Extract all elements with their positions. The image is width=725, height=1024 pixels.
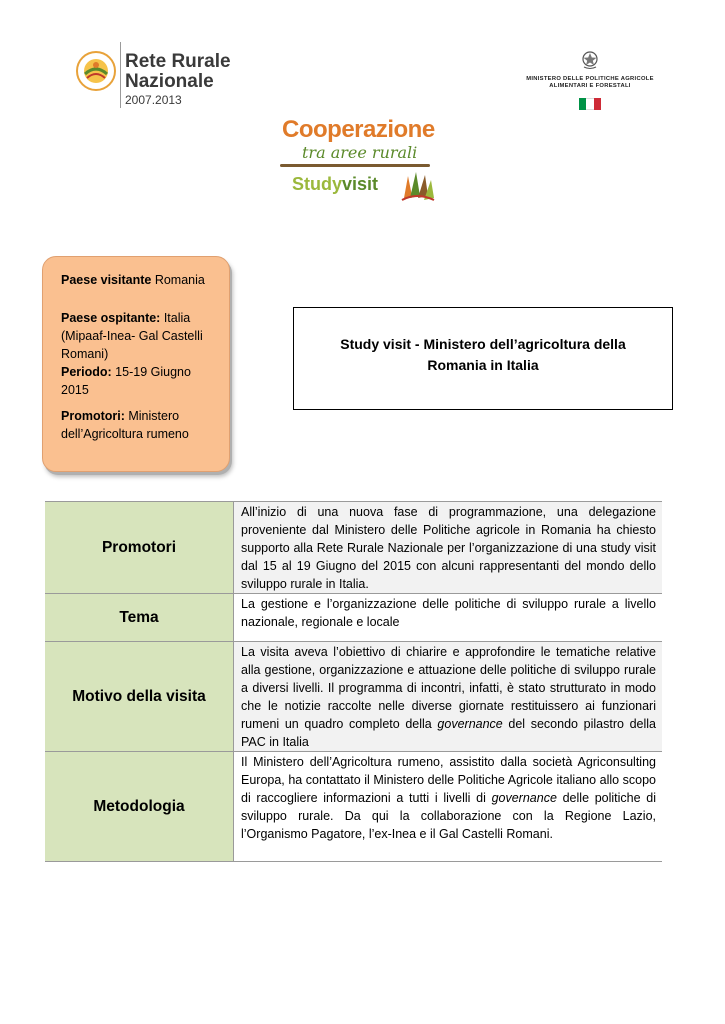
visit-details-table [45, 501, 662, 862]
studyvisit-title: Studyvisit [292, 174, 379, 194]
hands-icon [398, 168, 436, 204]
republic-emblem-icon [581, 50, 599, 70]
document-title-box [293, 307, 673, 410]
rrn-divider [120, 42, 121, 108]
visit-period: Periodo: 15-19 Giugno 2015 [61, 365, 191, 397]
table-row [45, 502, 662, 594]
row-label-motivo: Motivo della visita [45, 642, 234, 752]
row-text-tema: La gestione e l’organizzazione delle politiche di sviluppo rurale a livello nazionale, regionale e locale [234, 594, 663, 642]
row-label-tema: Tema [45, 594, 234, 642]
table-row [45, 594, 662, 642]
coop-title: Cooperazione [282, 116, 435, 143]
cooperazione-logo [280, 116, 450, 208]
row-text-metodologia: Il Ministero dell’Agricoltura rumeno, assistito dalla società Agriconsulting Europa, ha contattato il Ministero delle Politiche Agricole italiano allo scopo di raccogliere informazioni a tutti i livelli di governance delle politiche di sviluppo rurale. Da qui la collaborazione con la Regione Lazio, l’Organismo Pagatore, l’ex-Inea e il Gal Castelli Romani. [234, 752, 663, 862]
visiting-country: Paese visitante Romania [61, 273, 205, 287]
ministry-line2: ALIMENTARI E FORESTALI [549, 83, 631, 89]
row-label-promotori: Promotori [45, 502, 234, 594]
italian-flag-icon [579, 98, 601, 110]
host-country: Paese ospitante: Italia (Mipaaf-Inea- Gal Castelli Romani) [61, 311, 203, 361]
table-row [45, 752, 662, 862]
row-text-promotori: All’inizio di una nuova fase di programmazione, una delegazione proveniente dal Ministero delle Politiche agricole in Romania ha chiesto supporto alla Rete Rurale Nazionale per l’organizzazione di una study visit dal 15 al 19 Giugno del 2015 con alcuni rappresentanti del mondo dello sviluppo rurale in Italia. [234, 502, 663, 594]
row-label-metodologia: Metodologia [45, 752, 234, 862]
rrn-years: 2007.2013 [125, 93, 182, 107]
rrn-title-line1: Rete Rurale [125, 51, 231, 72]
title-line1: Study visit - Ministero dell’agricoltura della [340, 336, 626, 352]
visit-info-card [42, 256, 230, 472]
coop-subtitle: tra aree rurali [302, 143, 418, 162]
ministry-logo [515, 50, 665, 110]
row-text-motivo: La visita aveva l’obiettivo di chiarire e approfondire le tematiche relative alla gestione, organizzazione e attuazione delle politiche di sviluppo rurale a diversi livelli. Il programma di incontri, infatti, è stato strutturato in modo che le notizie raccolte nelle diverse giornate restituissero ai funzionari rumeni un quadro completo della governance del secondo pilastro della PAC in Italia [234, 642, 663, 752]
rrn-seal-icon [75, 50, 117, 92]
ministry-line1: MINISTERO DELLE POLITICHE AGRICOLE [526, 76, 654, 82]
table-row [45, 642, 662, 752]
coop-underline [280, 164, 430, 167]
rete-rurale-logo [75, 42, 235, 112]
rrn-title-line2: Nazionale [125, 71, 214, 92]
promoters: Promotori: Ministero dell’Agricoltura rumeno [61, 409, 189, 441]
title-line2: Romania in Italia [427, 357, 539, 373]
